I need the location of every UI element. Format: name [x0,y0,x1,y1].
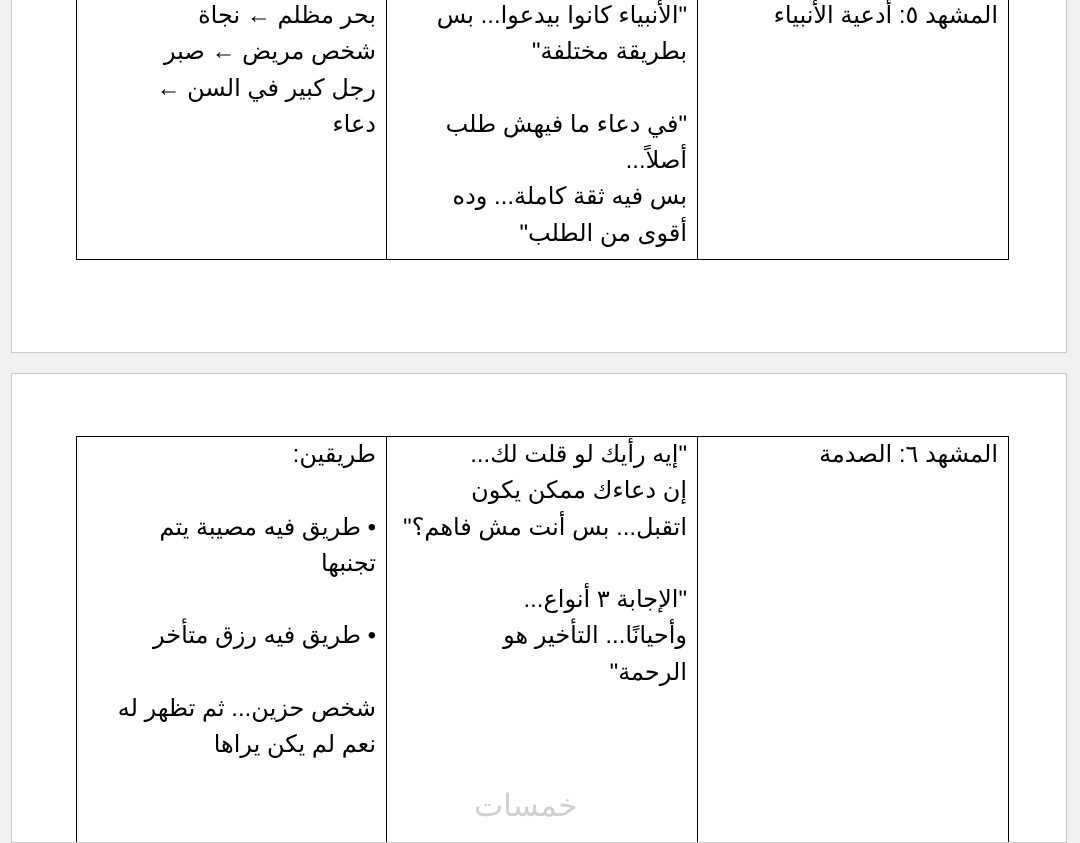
scene-6-dialogue-cell [387,437,698,843]
line-gap [87,655,376,691]
line-gap [397,546,687,582]
scene-5-dialogue-cell [387,0,698,260]
dialogue-line: "الأنبياء كانوا بيدعوا... بس [397,0,687,34]
dialogue-line: "إيه رأيك لو قلت لك... [397,437,687,473]
visual-line: بحر مظلم ← نجاة [87,0,376,34]
visual-line: نعم لم يكن يراها [87,727,376,763]
scene-6-row [77,437,1009,843]
document-page-2 [11,373,1067,843]
dialogue-line: بس فيه ثقة كاملة... وده [397,179,687,215]
scene-6-title-cell [698,437,1009,843]
line-gap [87,473,376,509]
dialogue-line: إن دعاءك ممكن يكون [397,473,687,509]
dialogue-line: اتقبل... بس أنت مش فاهم؟" [397,510,687,546]
visual-line: شخص حزين... ثم تظهر له [87,691,376,727]
scene-6-visual-cell [77,437,387,843]
dialogue-line: وأحيانًا... التأخير هو [397,618,687,654]
line-gap [87,582,376,618]
dialogue-line: أقوى من الطلب" [397,216,687,252]
scene-5-table [76,0,1009,260]
dialogue-line: الرحمة" [397,655,687,691]
scene-5-title: المشهد ٥: أدعية الأنبياء [708,0,998,34]
scene-5-title-cell [698,0,1009,260]
scene-5-row [77,0,1009,260]
document-page-1 [11,0,1067,353]
visual-line: شخص مريض ← صبر [87,34,376,70]
visual-line: دعاء [87,107,376,143]
scene-6-table [76,436,1009,843]
visual-line: • طريق فيه رزق متأخر [87,618,376,654]
scene-5-visual-cell [77,0,387,260]
dialogue-line: "الإجابة ٣ أنواع... [397,582,687,618]
visual-line: • طريق فيه مصيبة يتم [87,510,376,546]
dialogue-line: "في دعاء ما فيهش طلب [397,107,687,143]
dialogue-line: بطريقة مختلفة" [397,34,687,70]
visual-line: تجنبها [87,546,376,582]
line-gap [397,71,687,107]
dialogue-line: أصلاً... [397,143,687,179]
visual-line: طريقين: [87,437,376,473]
scene-6-title: المشهد ٦: الصدمة [708,437,998,473]
visual-line: رجل كبير في السن ← [87,71,376,107]
watermark-logo: خمسات [474,788,577,824]
